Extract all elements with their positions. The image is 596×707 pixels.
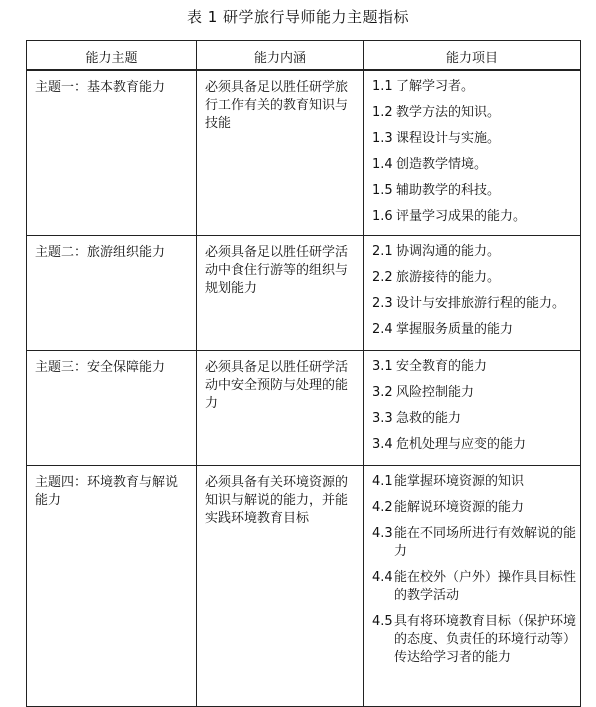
- item-text: 安全教育的能力: [396, 359, 488, 374]
- item-number: 1.6: [372, 209, 393, 224]
- theme-cell: 主题二：旅游组织能力: [27, 236, 197, 351]
- table-row: [27, 70, 581, 236]
- item-text: 协调沟通的能力。: [396, 244, 501, 259]
- item-text: 危机处理与应变的能力: [396, 437, 527, 452]
- items-cell: [364, 351, 581, 466]
- table-row: [27, 351, 581, 466]
- item-number: 4.5: [372, 614, 393, 629]
- item-number: 1.3: [372, 131, 393, 146]
- description-cell: 必须具备足以胜任研学旅行工作有关的教育知识与技能: [197, 70, 364, 236]
- description-cell: 必须具备足以胜任研学活动中食住行游等的组织与规划能力: [197, 236, 364, 351]
- item-number: 2.1: [372, 244, 393, 259]
- list-item: [372, 436, 576, 454]
- list-item: [372, 78, 576, 96]
- list-item: [372, 613, 576, 667]
- list-item: [372, 499, 576, 517]
- item-number: 4.3: [372, 526, 393, 541]
- item-text: 能解说环境资源的能力: [394, 500, 525, 515]
- list-item: [372, 384, 576, 402]
- list-item: [372, 156, 576, 174]
- list-item: [372, 104, 576, 122]
- list-item: [372, 243, 576, 261]
- item-number: 1.4: [372, 157, 393, 172]
- theme-cell: 主题四：环境教育与解说能力: [27, 466, 197, 707]
- item-text: 设计与安排旅游行程的能力。: [396, 296, 566, 311]
- items-cell: [364, 70, 581, 236]
- list-item: [372, 208, 576, 226]
- item-text: 能在不同场所进行有效解说的能力: [394, 526, 577, 559]
- table-row: [27, 466, 581, 707]
- item-text: 能掌握环境资源的知识: [394, 474, 525, 489]
- list-item: [372, 358, 576, 376]
- header-description: 能力内涵: [197, 41, 364, 71]
- list-item: [372, 525, 576, 561]
- list-item: [372, 473, 576, 491]
- list-item: [372, 182, 576, 200]
- item-number: 4.2: [372, 500, 393, 515]
- item-text: 了解学习者。: [396, 79, 475, 94]
- item-number: 2.3: [372, 296, 393, 311]
- item-text: 具有将环境教育目标（保护环境的态度、负责任的环境行动等）传达给学习者的能力: [394, 614, 577, 665]
- item-text: 评量学习成果的能力。: [396, 209, 527, 224]
- list-item: [372, 410, 576, 428]
- item-number: 1.1: [372, 79, 393, 94]
- items-cell: [364, 466, 581, 707]
- description-cell: 必须具备有关环境资源的知识与解说的能力，并能实践环境教育目标: [197, 466, 364, 707]
- list-item: [372, 269, 576, 287]
- item-number: 1.2: [372, 105, 393, 120]
- item-text: 创造教学情境。: [396, 157, 488, 172]
- item-text: 教学方法的知识。: [396, 105, 501, 120]
- list-item: [372, 130, 576, 148]
- header-items: 能力项目: [364, 41, 581, 71]
- theme-cell: 主题三：安全保障能力: [27, 351, 197, 466]
- item-number: 2.4: [372, 322, 393, 337]
- list-item: [372, 321, 576, 339]
- item-text: 能在校外（户外）操作具目标性的教学活动: [394, 570, 577, 603]
- list-item: [372, 295, 576, 313]
- item-text: 旅游接待的能力。: [396, 270, 501, 285]
- items-cell: [364, 236, 581, 351]
- item-text: 课程设计与实施。: [396, 131, 501, 146]
- item-number: 1.5: [372, 183, 393, 198]
- theme-cell: 主题一：基本教育能力: [27, 70, 197, 236]
- item-text: 辅助教学的科技。: [396, 183, 501, 198]
- item-text: 急救的能力: [396, 411, 462, 426]
- description-cell: 必须具备足以胜任研学活动中安全预防与处理的能力: [197, 351, 364, 466]
- table-caption: 表 1 研学旅行导师能力主题指标: [186, 8, 410, 26]
- item-text: 风险控制能力: [396, 385, 475, 400]
- item-number: 4.1: [372, 474, 393, 489]
- item-number: 2.2: [372, 270, 393, 285]
- header-row: [27, 41, 581, 71]
- item-number: 3.2: [372, 385, 393, 400]
- header-theme: 能力主题: [27, 41, 197, 71]
- item-number: 4.4: [372, 570, 393, 585]
- competency-table: [26, 40, 581, 707]
- item-number: 3.4: [372, 437, 393, 452]
- list-item: [372, 569, 576, 605]
- table-row: [27, 236, 581, 351]
- item-number: 3.3: [372, 411, 393, 426]
- item-number: 3.1: [372, 359, 393, 374]
- item-text: 掌握服务质量的能力: [396, 322, 514, 337]
